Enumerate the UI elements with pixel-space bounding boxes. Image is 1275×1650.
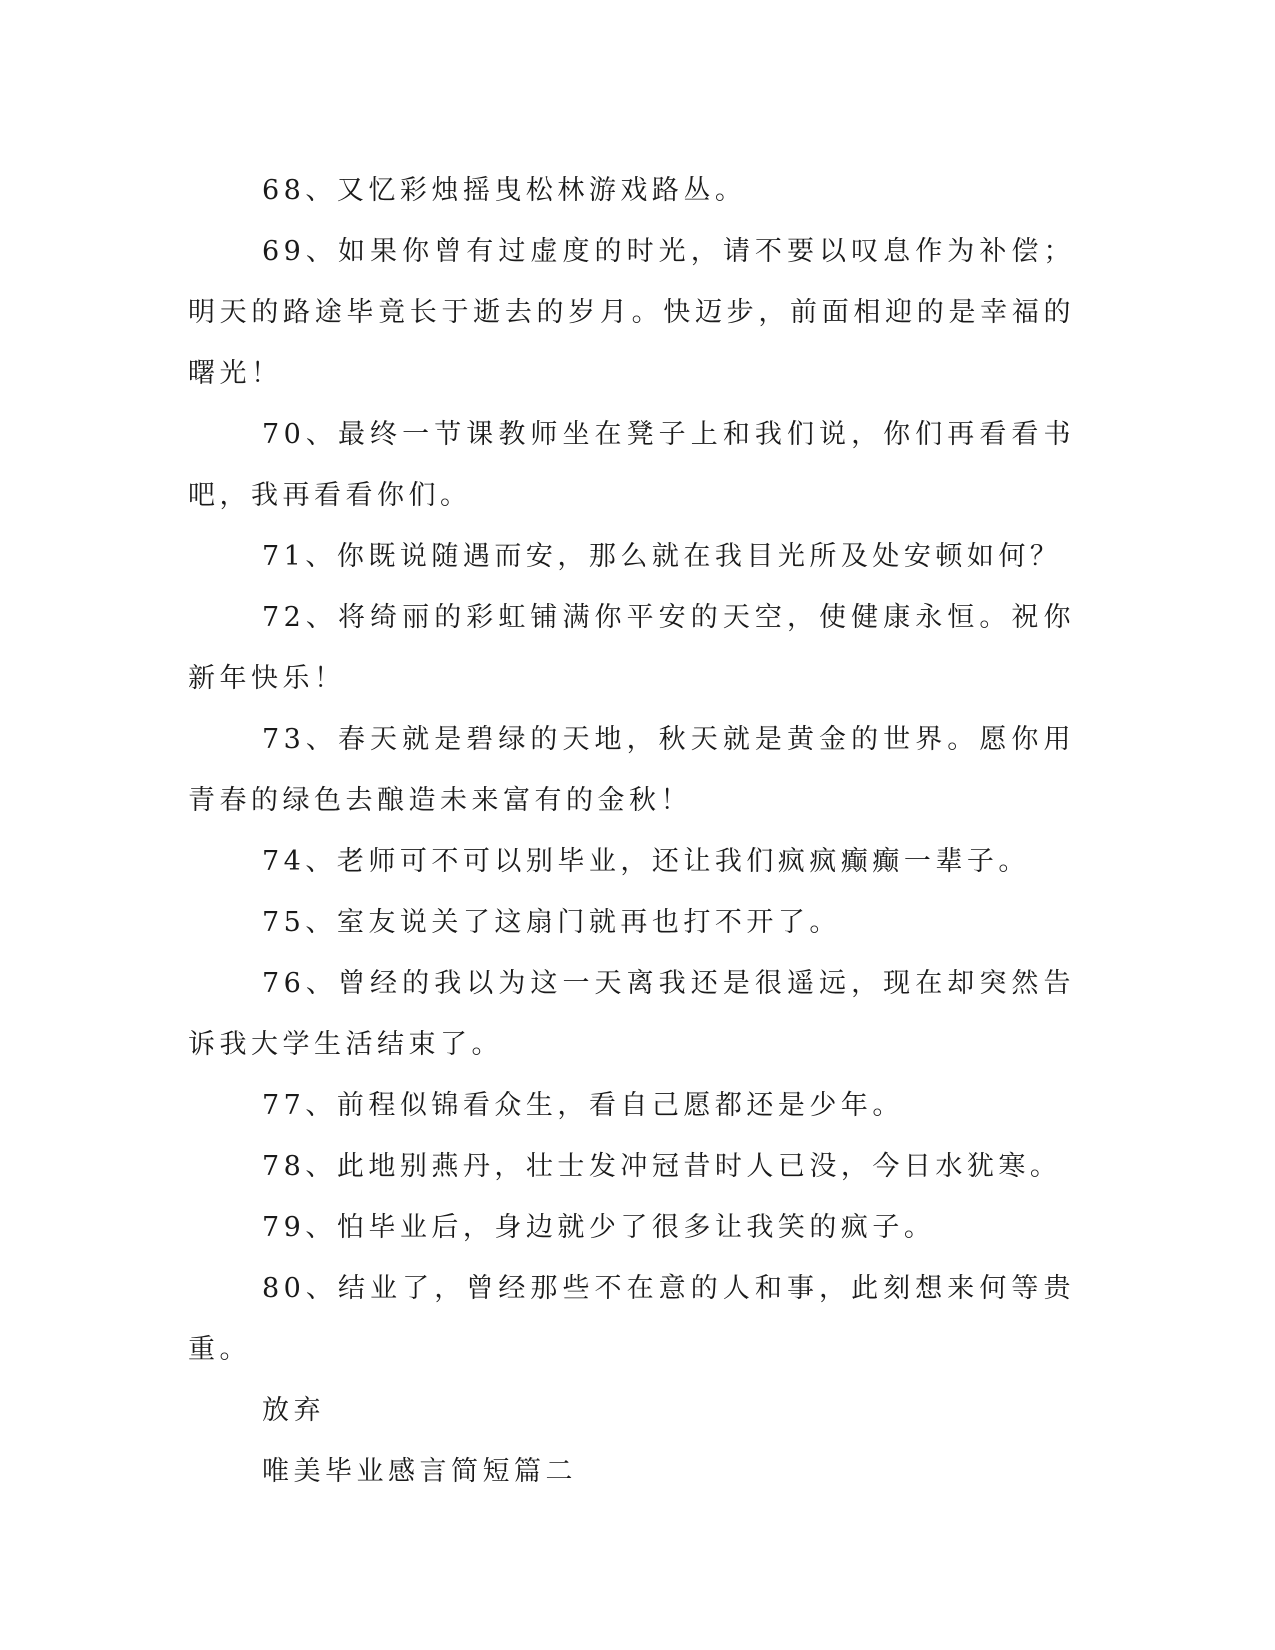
paragraph-69: 69、如果你曾有过虚度的时光，请不要以叹息作为补偿；明天的路途毕竟长于逝去的岁月。快迈步，前面相迎的是幸福的曙光！	[188, 236, 1075, 389]
paragraph-80: 80、结业了，曾经那些不在意的人和事，此刻想来何等贵重。	[188, 1273, 1075, 1365]
paragraph-77: 77、前程似锦看众生，看自己愿都还是少年。	[262, 1090, 904, 1121]
paragraph-75: 75、室友说关了这扇门就再也打不开了。	[262, 907, 841, 938]
section-word: 放弃	[262, 1395, 325, 1426]
document-body	[188, 160, 1075, 1502]
paragraph-68: 68、又忆彩烛摇曳松林游戏路丛。	[262, 175, 747, 206]
paragraph-79: 79、怕毕业后，身边就少了很多让我笑的疯子。	[262, 1212, 936, 1243]
paragraph-72: 72、将绮丽的彩虹铺满你平安的天空，使健康永恒。祝你新年快乐！	[188, 602, 1075, 694]
section-heading: 唯美毕业感言简短篇二	[262, 1456, 577, 1487]
paragraph-76: 76、曾经的我以为这一天离我还是很遥远，现在却突然告诉我大学生活结束了。	[188, 968, 1075, 1060]
paragraph-71: 71、你既说随遇而安，那么就在我目光所及处安顿如何？	[262, 541, 1062, 572]
paragraph-78: 78、此地别燕丹，壮士发冲冠昔时人已没，今日水犹寒。	[262, 1151, 1062, 1182]
paragraph-70: 70、最终一节课教师坐在凳子上和我们说，你们再看看书吧，我再看看你们。	[188, 419, 1075, 511]
paragraph-74: 74、老师可不可以别毕业，还让我们疯疯癫癫一辈子。	[262, 846, 1030, 877]
paragraph-73: 73、春天就是碧绿的天地，秋天就是黄金的世界。愿你用青春的绿色去酿造未来富有的金秋！	[188, 724, 1075, 816]
